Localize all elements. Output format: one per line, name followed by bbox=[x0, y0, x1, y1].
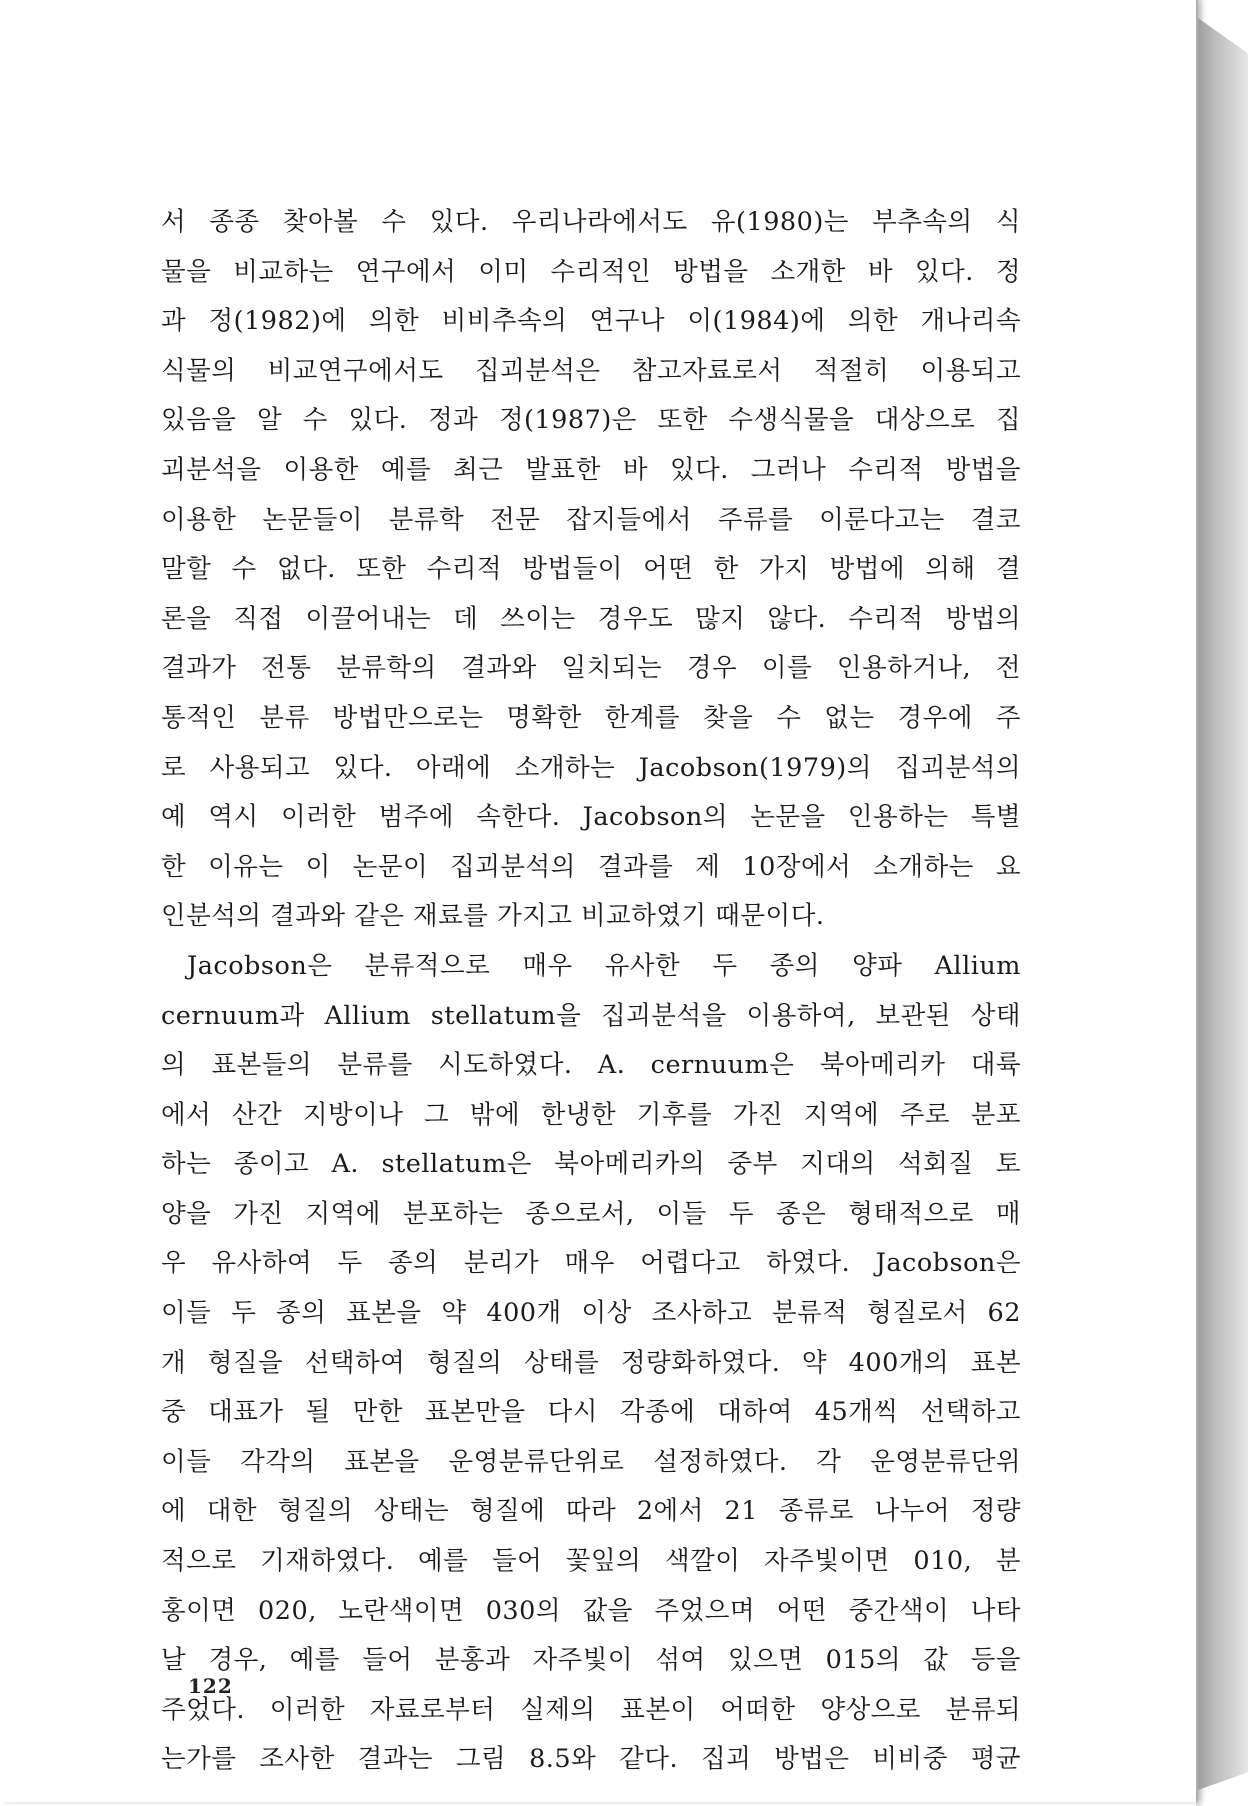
text-line: 개 형질을 선택하여 형질의 상태를 정량화하였다. 약 400개의 표본 bbox=[161, 1347, 1021, 1378]
text-line: 말할 수 없다. 또한 수리적 방법들이 어떤 한 가지 방법에 의해 결 bbox=[161, 554, 1021, 585]
text-line: 서 종종 찾아볼 수 있다. 우리나라에서도 유(1980)는 부추속의 식 bbox=[161, 207, 1021, 237]
text-line: 물을 비교하는 연구에서 이미 수리적인 방법을 소개한 바 있다. 정 bbox=[161, 256, 1021, 287]
text-line: 하는 종이고 A. stellatum은 북아메리카의 중부 지대의 석회질 토 bbox=[161, 1149, 1021, 1180]
text-line: 이들 두 종의 표본을 약 400개 이상 조사하고 분류적 형질로서 62 bbox=[161, 1298, 1021, 1329]
text-line: 인분석의 결과와 같은 재료를 가지고 비교하였기 때문이다. bbox=[161, 901, 825, 932]
text-line: 홍이면 020, 노란색이면 030의 값을 주었으며 어떤 중간색이 나타 bbox=[161, 1595, 1021, 1626]
text-line: 론을 직접 이끌어내는 데 쓰이는 경우도 많지 않다. 수리적 방법의 bbox=[161, 603, 1021, 634]
text-line: 양을 가진 지역에 분포하는 종으로서, 이들 두 종은 형태적으로 매 bbox=[161, 1198, 1021, 1229]
text-line: 는가를 조사한 결과는 그림 8.5와 같다. 집괴 방법은 비비중 평균 bbox=[161, 1744, 1021, 1775]
text-line: 주었다. 이러한 자료로부터 실제의 표본이 어떠한 양상으로 분류되 bbox=[161, 1694, 1021, 1725]
text-line: 로 사용되고 있다. 아래에 소개하는 Jacobson(1979)의 집괴분석의 bbox=[161, 752, 1021, 783]
text-line: 과 정(1982)에 의한 비비추속의 연구나 이(1984)에 의한 개나리속 bbox=[161, 306, 1021, 337]
text-line: 통적인 분류 방법만으로는 명확한 한계를 찾을 수 없는 경우에 주 bbox=[161, 702, 1021, 733]
text-line: 의 표본들의 분류를 시도하였다. A. cernuum은 북아메리카 대륙 bbox=[161, 1050, 1021, 1081]
text-line: 에서 산간 지방이나 그 밖에 한냉한 기후를 가진 지역에 주로 분포 bbox=[161, 1099, 1021, 1130]
text-line: 있음을 알 수 있다. 정과 정(1987)은 또한 수생식물을 대상으로 집 bbox=[161, 405, 1021, 436]
body-text bbox=[161, 198, 1021, 1785]
text-line: 결과가 전통 분류학의 결과와 일치되는 경우 이를 인용하거나, 전 bbox=[161, 653, 1021, 684]
page-number: 122 bbox=[188, 1674, 233, 1698]
text-line: Jacobson은 분류적으로 매우 유사한 두 종의 양파 Allium bbox=[187, 950, 1021, 981]
text-line: 이들 각각의 표본을 운영분류단위로 설정하였다. 각 운영분류단위 bbox=[161, 1446, 1021, 1477]
text-line: 우 유사하여 두 종의 분리가 매우 어렵다고 하였다. Jacobson은 bbox=[161, 1248, 1021, 1279]
text-line: 중 대표가 될 만한 표본만을 다시 각종에 대하여 45개씩 선택하고 bbox=[161, 1397, 1021, 1428]
text-line: 식물의 비교연구에서도 집괴분석은 참고자료로서 적절히 이용되고 bbox=[161, 355, 1021, 386]
text-line: 한 이유는 이 논문이 집괴분석의 결과를 제 10장에서 소개하는 요 bbox=[161, 851, 1021, 882]
text-line: cernuum과 Allium stellatum을 집괴분석을 이용하여, 보관된 상태 bbox=[161, 1000, 1021, 1031]
page-edge-stack bbox=[1198, 18, 1248, 1790]
text-line: 에 대한 형질의 상태는 형질에 따라 2에서 21 종류로 나누어 정량 bbox=[161, 1496, 1021, 1527]
text-line: 적으로 기재하였다. 예를 들어 꽃잎의 색깔이 자주빛이면 010, 분 bbox=[161, 1546, 1021, 1577]
text-line: 예 역시 이러한 범주에 속한다. Jacobson의 논문을 인용하는 특별 bbox=[161, 802, 1021, 833]
text-line: 이용한 논문들이 분류학 전문 잡지들에서 주류를 이룬다고는 결코 bbox=[161, 504, 1021, 535]
text-line: 날 경우, 예를 들어 분홍과 자주빛이 섞여 있으면 015의 값 등을 bbox=[161, 1645, 1021, 1676]
text-line: 괴분석을 이용한 예를 최근 발표한 바 있다. 그러나 수리적 방법을 bbox=[161, 454, 1021, 485]
